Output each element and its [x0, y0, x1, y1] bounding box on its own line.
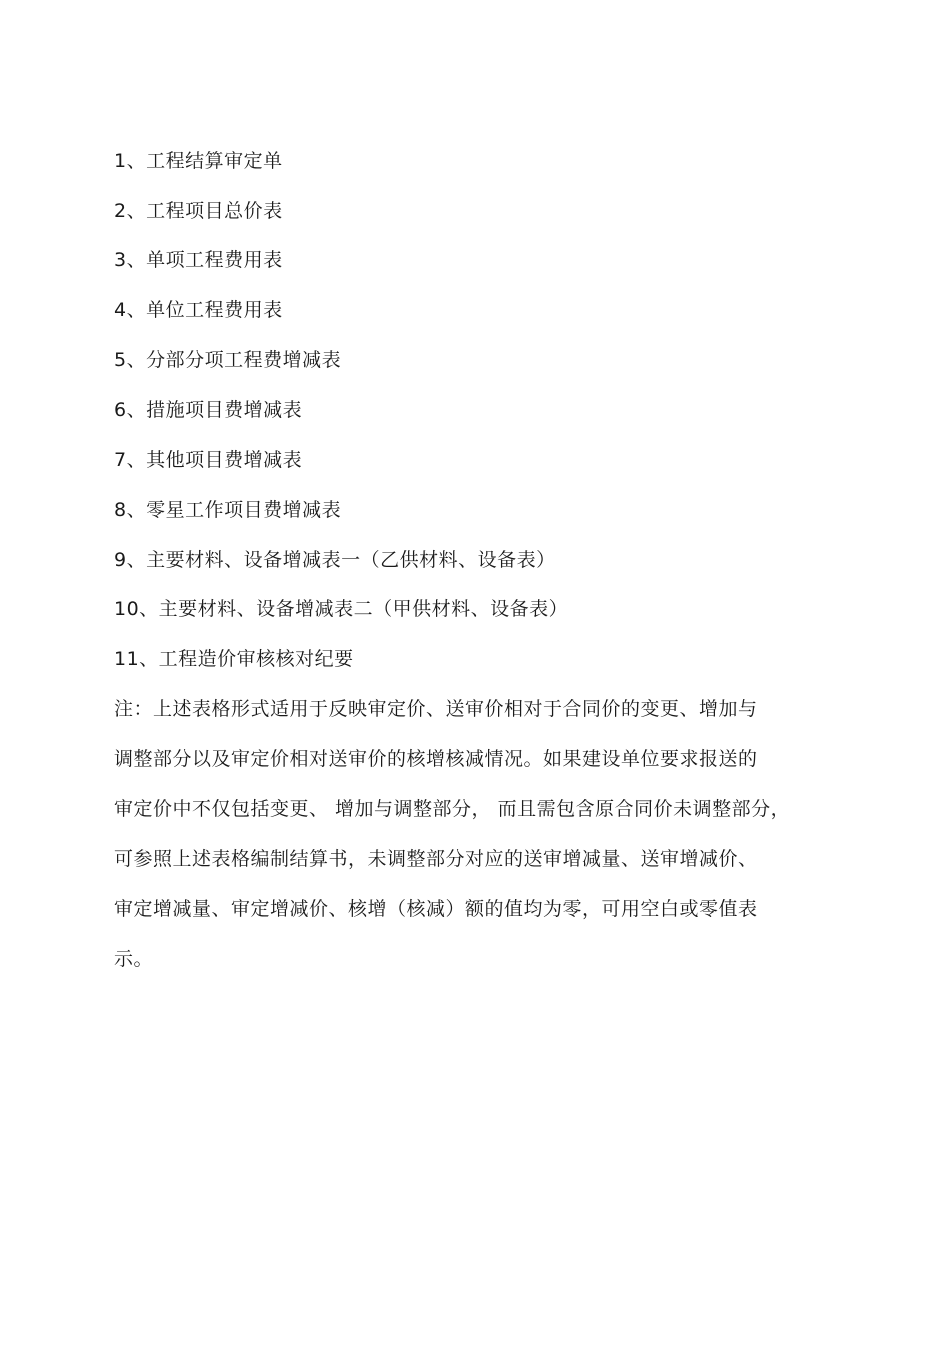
- list-item: 10、主要材料、设备增减表二（甲供材料、设备表）: [114, 598, 569, 620]
- list-item: 6、措施项目费增减表: [114, 399, 303, 421]
- list-item: 9、主要材料、设备增减表一（乙供材料、设备表）: [114, 549, 556, 571]
- list-item: 8、零星工作项目费增减表: [114, 499, 342, 521]
- list-item: 1、工程结算审定单: [114, 150, 283, 172]
- note-line: 注：上述表格形式适用于反映审定价、送审价相对于合同价的变更、增加与: [114, 698, 758, 720]
- note-line: 审定价中不仅包括变更、 增加与调整部分， 而且需包含原合同价未调整部分，: [114, 798, 791, 820]
- list-item: 11、工程造价审核核对纪要: [114, 648, 354, 670]
- note-line: 审定增减量、审定增减价、核增（核减）额的值均为零，可用空白或零值表: [114, 898, 758, 920]
- list-item: 2、工程项目总价表: [114, 200, 283, 222]
- list-item: 3、单项工程费用表: [114, 249, 283, 271]
- list-item: 4、单位工程费用表: [114, 299, 283, 321]
- list-item: 7、其他项目费增减表: [114, 449, 303, 471]
- note-line: 示。: [114, 948, 154, 970]
- note-line: 可参照上述表格编制结算书，未调整部分对应的送审增减量、送审增减价、: [114, 848, 758, 870]
- note-line: 调整部分以及审定价相对送审价的核增核减情况。如果建设单位要求报送的: [114, 748, 758, 770]
- list-item: 5、分部分项工程费增减表: [114, 349, 342, 371]
